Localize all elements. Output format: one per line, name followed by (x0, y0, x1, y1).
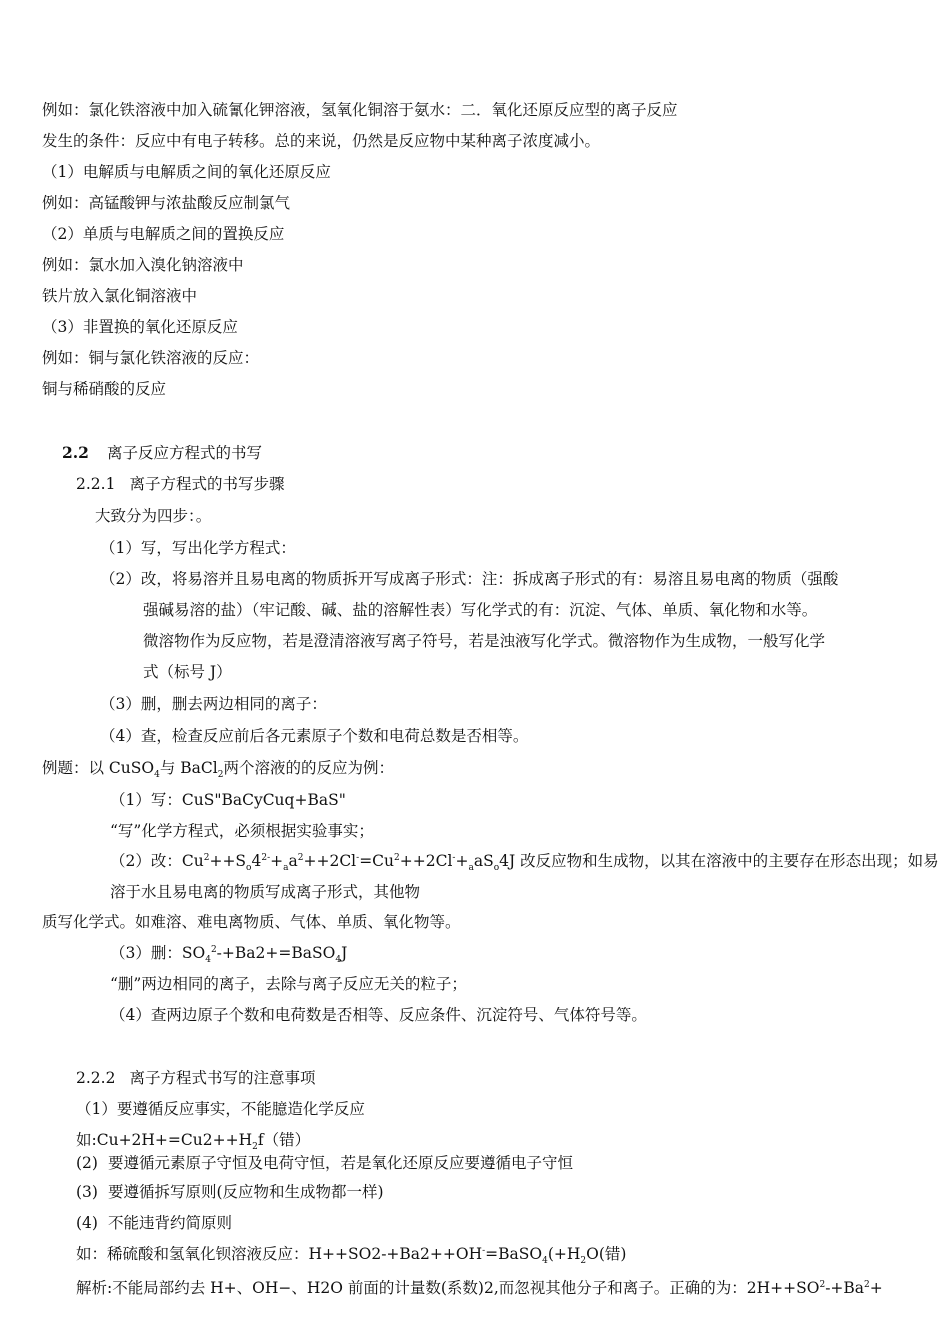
section-heading-2-2-1 (76, 474, 284, 494)
text-run: J (341, 944, 348, 962)
text-line: （4）查，检查反应前后各元素原子个数和电荷总数是否相等。 (100, 727, 529, 745)
subscript: 4 (335, 955, 342, 966)
subscript: 4 (205, 955, 211, 966)
text-line: （3）非置换的氧化还原反应 (42, 318, 238, 336)
text-run: ++2Cl (303, 852, 357, 870)
text-run: 如：稀硫酸和氢氧化钡溶液反应：H++SO2 (76, 1245, 382, 1263)
text-run: 如:Cu+2H+=Cu2++H (76, 1131, 253, 1149)
text-run: -+Ba (825, 1279, 865, 1297)
superscript: 2 (203, 852, 210, 863)
superscript: 2 (864, 1279, 870, 1290)
text-run: a (288, 852, 298, 870)
subscript: 2 (580, 1256, 587, 1267)
text-line: （1）要遵循反应事实，不能臆造化学反应 (76, 1100, 365, 1118)
text-line: 例如：铜与氯化铁溶液的反应： (42, 349, 260, 367)
section-title: 离子方程式书写的注意事项 (129, 1069, 316, 1087)
text-line: 例如：高锰酸钾与浓盐酸反应制氯气 (42, 194, 291, 212)
text-line: （3）删，删去两边相同的离子： (100, 695, 327, 713)
text-run: + (270, 852, 284, 870)
subscript: 2 (217, 770, 224, 781)
text-run: + (455, 852, 469, 870)
superscript: - (482, 1245, 486, 1256)
section-number: 2.2.2 (76, 1069, 116, 1087)
text-run: + (869, 1279, 883, 1297)
text-line: （2）改，将易溶并且易电离的物质拆开写成离子形式：注：拆成离子形式的有：易溶且易电离的物质（强酸 (100, 570, 839, 588)
text-line: “写”化学方程式，必须根据实验事实； (110, 822, 374, 840)
numbered-item (76, 1213, 232, 1233)
subscript: o (493, 863, 500, 874)
numbered-item (76, 1182, 384, 1202)
text-line: 质写化学式。如难溶、难电离物质、气体、单质、氧化物等。 (42, 913, 461, 931)
superscript: 2 (210, 944, 217, 955)
item-number: (3) (76, 1183, 98, 1201)
text-line: “删”两边相同的离子，去除与离子反应无关的粒子； (110, 975, 467, 993)
text-line: 例如：氯化铁溶液中加入硫氰化钾溶液，氢氧化铜溶于氨水：二．氧化还原反应型的离子反应 (42, 101, 678, 119)
item-text: 要遵循拆写原则(反应物和生成物都一样) (107, 1183, 384, 1201)
text-run: 解析:不能局部约去 H+、OH−、H2O 前面的计量数(系数)2,而忽视其他分子和离子。正确的为：2H++SO (76, 1279, 820, 1297)
subscript: 4 (154, 770, 160, 781)
subscript: 4 (542, 1256, 548, 1267)
text-line: （4）查两边原子个数和电荷数是否相等、反应条件、沉淀符号、气体符号等。 (110, 1006, 647, 1024)
item-number: (2) (76, 1154, 98, 1172)
subscript: o (246, 863, 252, 874)
text-run: f（错） (257, 1131, 311, 1149)
text-run: 两个溶液的的反应为例： (223, 759, 394, 777)
subscript: a (468, 863, 474, 874)
text-line: 铜与稀硝酸的反应 (42, 380, 167, 398)
text-line: （2）单质与电解质之间的置换反应 (42, 225, 285, 243)
text-line: 例如：氯水加入溴化钠溶液中 (42, 256, 244, 274)
example-line (42, 758, 394, 781)
text-run: O(错) (586, 1245, 627, 1263)
superscript: - (356, 852, 360, 863)
section-title: 离子方程式的书写步骤 (129, 475, 285, 493)
section-heading-2-2-2 (76, 1068, 315, 1088)
text-run: （3）删：SO (110, 944, 206, 962)
example-line (76, 1244, 627, 1267)
text-line: 发生的条件：反应中有电子转移。总的来说，仍然是反应物中某种离子浓度减小。 (42, 132, 601, 150)
numbered-item (76, 1153, 573, 1173)
equation-line (110, 943, 348, 966)
text-line: 强碱易溶的盐）（牢记酸、碱、盐的溶解性表）写化学式的有：沉淀、气体、单质、氧化物和水等。 (143, 601, 818, 619)
subscript: 2 (252, 1142, 258, 1153)
section-title: 离子反应方程式的书写 (106, 444, 262, 462)
subscript: a (283, 863, 289, 874)
text-run: 4J 改反应物和生成物，以其在溶液中的主要存在形态出现；如易 (499, 852, 939, 870)
text-line: 大致分为四步：。 (95, 507, 212, 525)
section-heading-2-2 (62, 443, 262, 463)
text-run: =Cu (359, 852, 395, 870)
text-line: 微溶物作为反应物，若是澄清溶液写离子符号，若是浊液写化学式。微溶物作为生成物，一般写化学 (143, 632, 826, 650)
text-run: 与 BaCl (159, 759, 218, 777)
text-line: （1）写，写出化学方程式： (100, 539, 296, 557)
text-run: -+Ba2+=BaSO (216, 944, 336, 962)
text-run: (+H (547, 1245, 581, 1263)
text-line: （1）电解质与电解质之间的氧化还原反应 (42, 163, 331, 181)
item-text: 要遵循元素原子守恒及电荷守恒，若是氧化还原反应要遵循电子守恒 (107, 1154, 573, 1172)
item-number: (4) (76, 1214, 98, 1232)
text-run: -+Ba2++OH (381, 1245, 483, 1263)
section-number: 2.2 (62, 443, 89, 462)
text-line: （1）写：CuS"BaCyCuq+BaS" (110, 791, 346, 809)
example-line (76, 1130, 311, 1153)
text-run: aS (473, 852, 494, 870)
text-run: =BaSO (485, 1245, 543, 1263)
superscript: 2- (261, 852, 271, 863)
superscript: - (452, 852, 456, 863)
superscript: 2 (819, 1279, 826, 1290)
item-text: 不能违背约简原则 (107, 1214, 232, 1232)
equation-line (110, 851, 939, 874)
text-run: 4 (251, 852, 262, 870)
analysis-line (76, 1278, 883, 1298)
text-run: 例题：以 CuSO (42, 759, 155, 777)
text-run: ++2Cl (399, 852, 453, 870)
superscript: 2 (394, 852, 400, 863)
text-line: 铁片放入氯化铜溶液中 (42, 287, 198, 305)
text-line: 溶于水且易电离的物质写成离子形式，其他物 (110, 883, 421, 901)
text-run: （2）改：Cu (110, 852, 204, 870)
text-line: 式（标号 J） (143, 663, 232, 681)
text-run: ++S (209, 852, 247, 870)
section-number: 2.2.1 (76, 475, 116, 493)
superscript: 2 (297, 852, 304, 863)
